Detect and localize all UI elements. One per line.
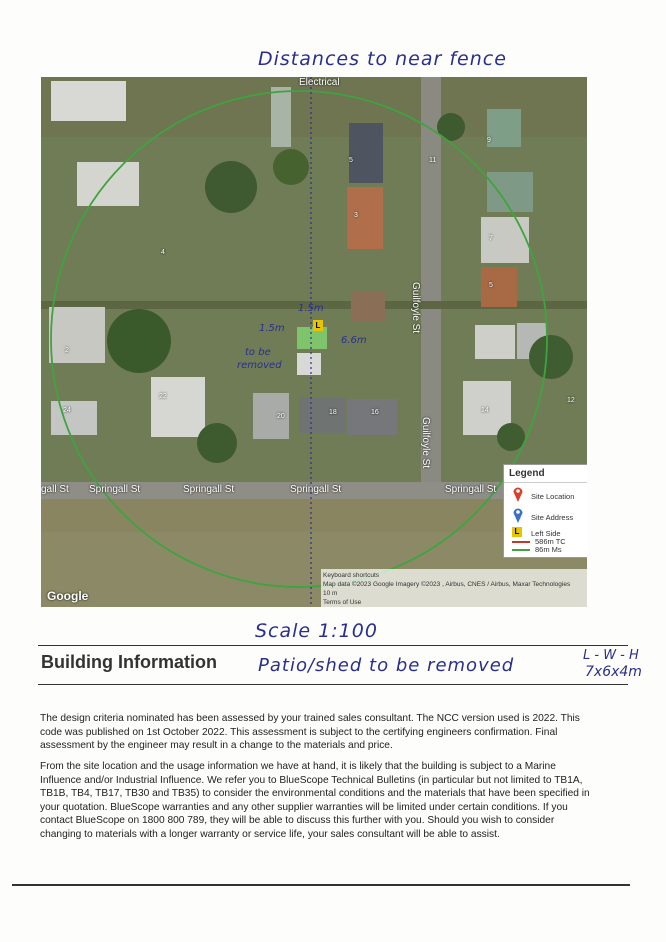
environment-warranty-paragraph: From the site location and the usage information we have at hand, it is likely that the building is subject to a Marine Influence and/or Industrial Influence. We refer you to BlueScope Technical Bulletins (in particular but not limited to TB1A, TB1B, TB4, TB17, TB30 and TB35) to consider the environmental conditions and the materials that have been specified in your quotation. BlueScope warranties and any other supplier warranties will be limited under certain conditions. If you contact BlueScope on 1800 800 789, they will be able to discuss this further with you. Should you wish to consider changing to materials with a longer warranty or service life, your sales consultant will be able to assist. (40, 761, 590, 840)
house-number: 12 (567, 397, 575, 404)
legend-tc-distance: 586m TC (535, 537, 566, 546)
site-aerial-map[interactable] (41, 77, 587, 607)
address-pin-icon (512, 506, 524, 524)
ms-line-swatch (512, 549, 530, 551)
site-left-side-marker[interactable]: L (313, 320, 323, 331)
map-scale: 10 m (323, 590, 338, 597)
legend-ms-distance: 86m Ms (535, 545, 562, 554)
map-attribution (321, 569, 587, 607)
handwritten-shed-note: to be (245, 347, 271, 358)
springall-st-label-5: Springall St (445, 484, 497, 495)
legend-site-address: Site Address (531, 513, 574, 522)
springall-st-label-3: Springall St (183, 484, 235, 495)
location-pin-icon (512, 485, 524, 503)
house-number: 5 (489, 282, 493, 289)
keyboard-shortcuts-link[interactable]: Keyboard shortcuts (323, 572, 380, 579)
handwritten-shed-note-2: removed (237, 360, 282, 371)
legend-left-side: Left Side (531, 529, 561, 538)
handwritten-distance-note: Distances to near fence (258, 48, 507, 70)
design-criteria-paragraph: The design criteria nominated has been assessed by your trained sales consultant. The NCC version used is 2022. This code was published on 1st October 2022. This assessment is subject to the certifying engineers confirmation. Final assessment by the engineer may result in a change to the materials and price. (40, 713, 580, 751)
handwritten-dims-values: 7x6x4m (585, 664, 642, 680)
springall-st-label: gall St (41, 484, 69, 495)
left-side-icon: L (512, 527, 522, 537)
legend-title: Legend (504, 465, 587, 483)
handwritten-measure-top: 1.5m (298, 303, 324, 314)
house-number: 22 (159, 393, 167, 400)
springall-st-label-2: Springall St (89, 484, 141, 495)
house-number: 24 (63, 407, 71, 414)
house-number: 14 (481, 407, 489, 414)
house-number: 11 (429, 157, 437, 164)
section-heading: Building Information (41, 652, 217, 672)
house-number: 3 (354, 212, 358, 219)
house-number: 7 (489, 235, 493, 242)
legend-site-location: Site Location (531, 492, 575, 501)
handwritten-measure-right: 6.6m (341, 335, 367, 346)
divider (38, 645, 628, 646)
house-number: 20 (277, 413, 285, 420)
house-number: 16 (371, 409, 379, 416)
google-logo: Google (47, 589, 89, 603)
handwritten-patio-note: Patio/shed to be removed (258, 655, 515, 676)
map-data-credit: Map data ©2023 Google Imagery ©2023 , Airbus, CNES / Airbus, Maxar Technologies (323, 581, 571, 588)
springall-st-label-4: Springall St (290, 484, 342, 495)
house-number: 5 (349, 157, 353, 164)
house-number: 2 (65, 347, 69, 354)
house-number: 4 (161, 249, 165, 256)
tc-line-swatch (512, 541, 530, 543)
guilfoyle-st-label-2: Guilfoyle St (420, 417, 431, 469)
house-number: 9 (487, 137, 491, 144)
divider (38, 684, 628, 685)
guilfoyle-st-label: Guilfoyle St (410, 282, 421, 334)
handwritten-dims-label: L - W - H (583, 648, 639, 663)
terms-of-use-link[interactable]: Terms of Use (323, 599, 362, 606)
handwritten-measure-left: 1.5m (259, 323, 285, 334)
map-legend (503, 464, 587, 558)
electrical-label: Electrical (299, 77, 340, 88)
handwritten-scale-note: Scale 1:100 (255, 620, 378, 642)
footer-divider (12, 884, 630, 886)
house-number: 18 (329, 409, 337, 416)
